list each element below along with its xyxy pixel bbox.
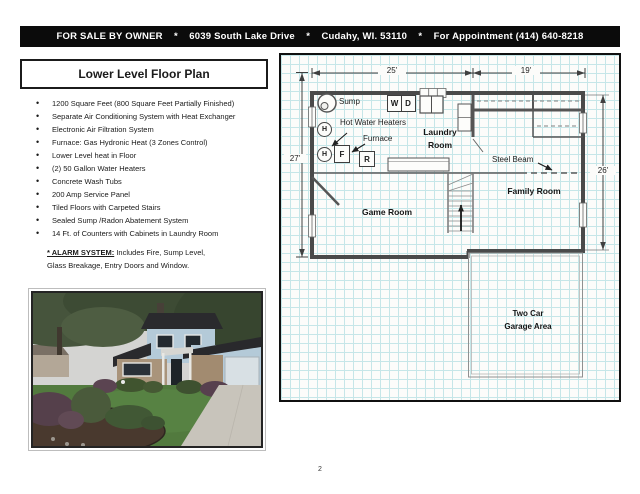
furnace-box: F	[334, 145, 350, 163]
radon-box: R	[359, 151, 375, 167]
feature-item: • Furnace: Gas Hydronic Heat (3 Zones Control)	[30, 136, 282, 149]
dimension-right: 26'	[590, 166, 616, 175]
feature-item: • Sealed Sump /Radon Abatement System	[30, 214, 282, 227]
furnace-label: Furnace	[363, 134, 393, 143]
laundry-room-line1: Laundry	[423, 127, 457, 137]
laundry-counter	[388, 158, 449, 171]
feature-item: • Lower Level heat in Floor	[30, 149, 282, 162]
floor-plan-drawing	[281, 55, 619, 400]
house-photo-illustration	[33, 293, 261, 446]
dimension-left: 27'	[284, 154, 306, 163]
sump-label: Sump	[339, 97, 360, 106]
alarm-label: * ALARM SYSTEM:	[47, 248, 115, 257]
alarm-text: Includes Fire, Sump Level, Glass Breakage, Entry Doors and Window.	[47, 248, 206, 270]
water-heater-top: H	[317, 122, 332, 137]
feature-item: • Separate Air Conditioning System with Heat Exchanger	[30, 110, 282, 123]
alarm-note	[47, 246, 225, 272]
washer-box: W	[387, 95, 402, 112]
steel-beam-label: Steel Beam	[492, 155, 534, 164]
house-photo	[31, 291, 263, 448]
garage-line2: Garage Area	[504, 321, 552, 331]
dryer-box: D	[401, 95, 416, 112]
dimension-top-right: 19'	[512, 66, 540, 75]
garage-label	[490, 308, 566, 333]
feature-item: • 1200 Square Feet (800 Square Feet Partially Finished)	[30, 97, 282, 110]
closet-shelf-dashes	[477, 101, 579, 126]
laundry-room-line2: Room	[427, 139, 453, 150]
family-room-label: Family Room	[507, 186, 561, 196]
staircase	[448, 173, 473, 233]
feature-item: • 14 Ft. of Counters with Cabinets in Laundry Room	[30, 227, 282, 240]
water-heater-bottom: H	[317, 147, 332, 162]
page-title: Lower Level Floor Plan	[20, 59, 268, 89]
feature-list	[30, 97, 282, 240]
for-sale-banner: FOR SALE BY OWNER * 6039 South Lake Drive * Cudahy, WI. 53110 * For Appointment (414) 640-8218	[20, 26, 620, 47]
page-number: 2	[318, 466, 322, 473]
neighbor-house	[33, 345, 69, 377]
feature-item: • 200 Amp Service Panel	[30, 188, 282, 201]
garage-line1: Two Car	[512, 309, 544, 318]
hot-water-heaters-label: Hot Water Heaters	[340, 118, 406, 127]
feature-item: • Electronic Air Filtration System	[30, 123, 282, 136]
feature-item: • Tiled Floors with Carpeted Stairs	[30, 201, 282, 214]
dimension-top-left: 25'	[378, 66, 406, 75]
game-room-label: Game Room	[361, 207, 413, 217]
feature-item: • (2) 50 Gallon Water Heaters	[30, 162, 282, 175]
laundry-room-label	[411, 126, 469, 151]
feature-item: • Concrete Wash Tubs	[30, 175, 282, 188]
floor-plan-panel	[279, 53, 621, 402]
